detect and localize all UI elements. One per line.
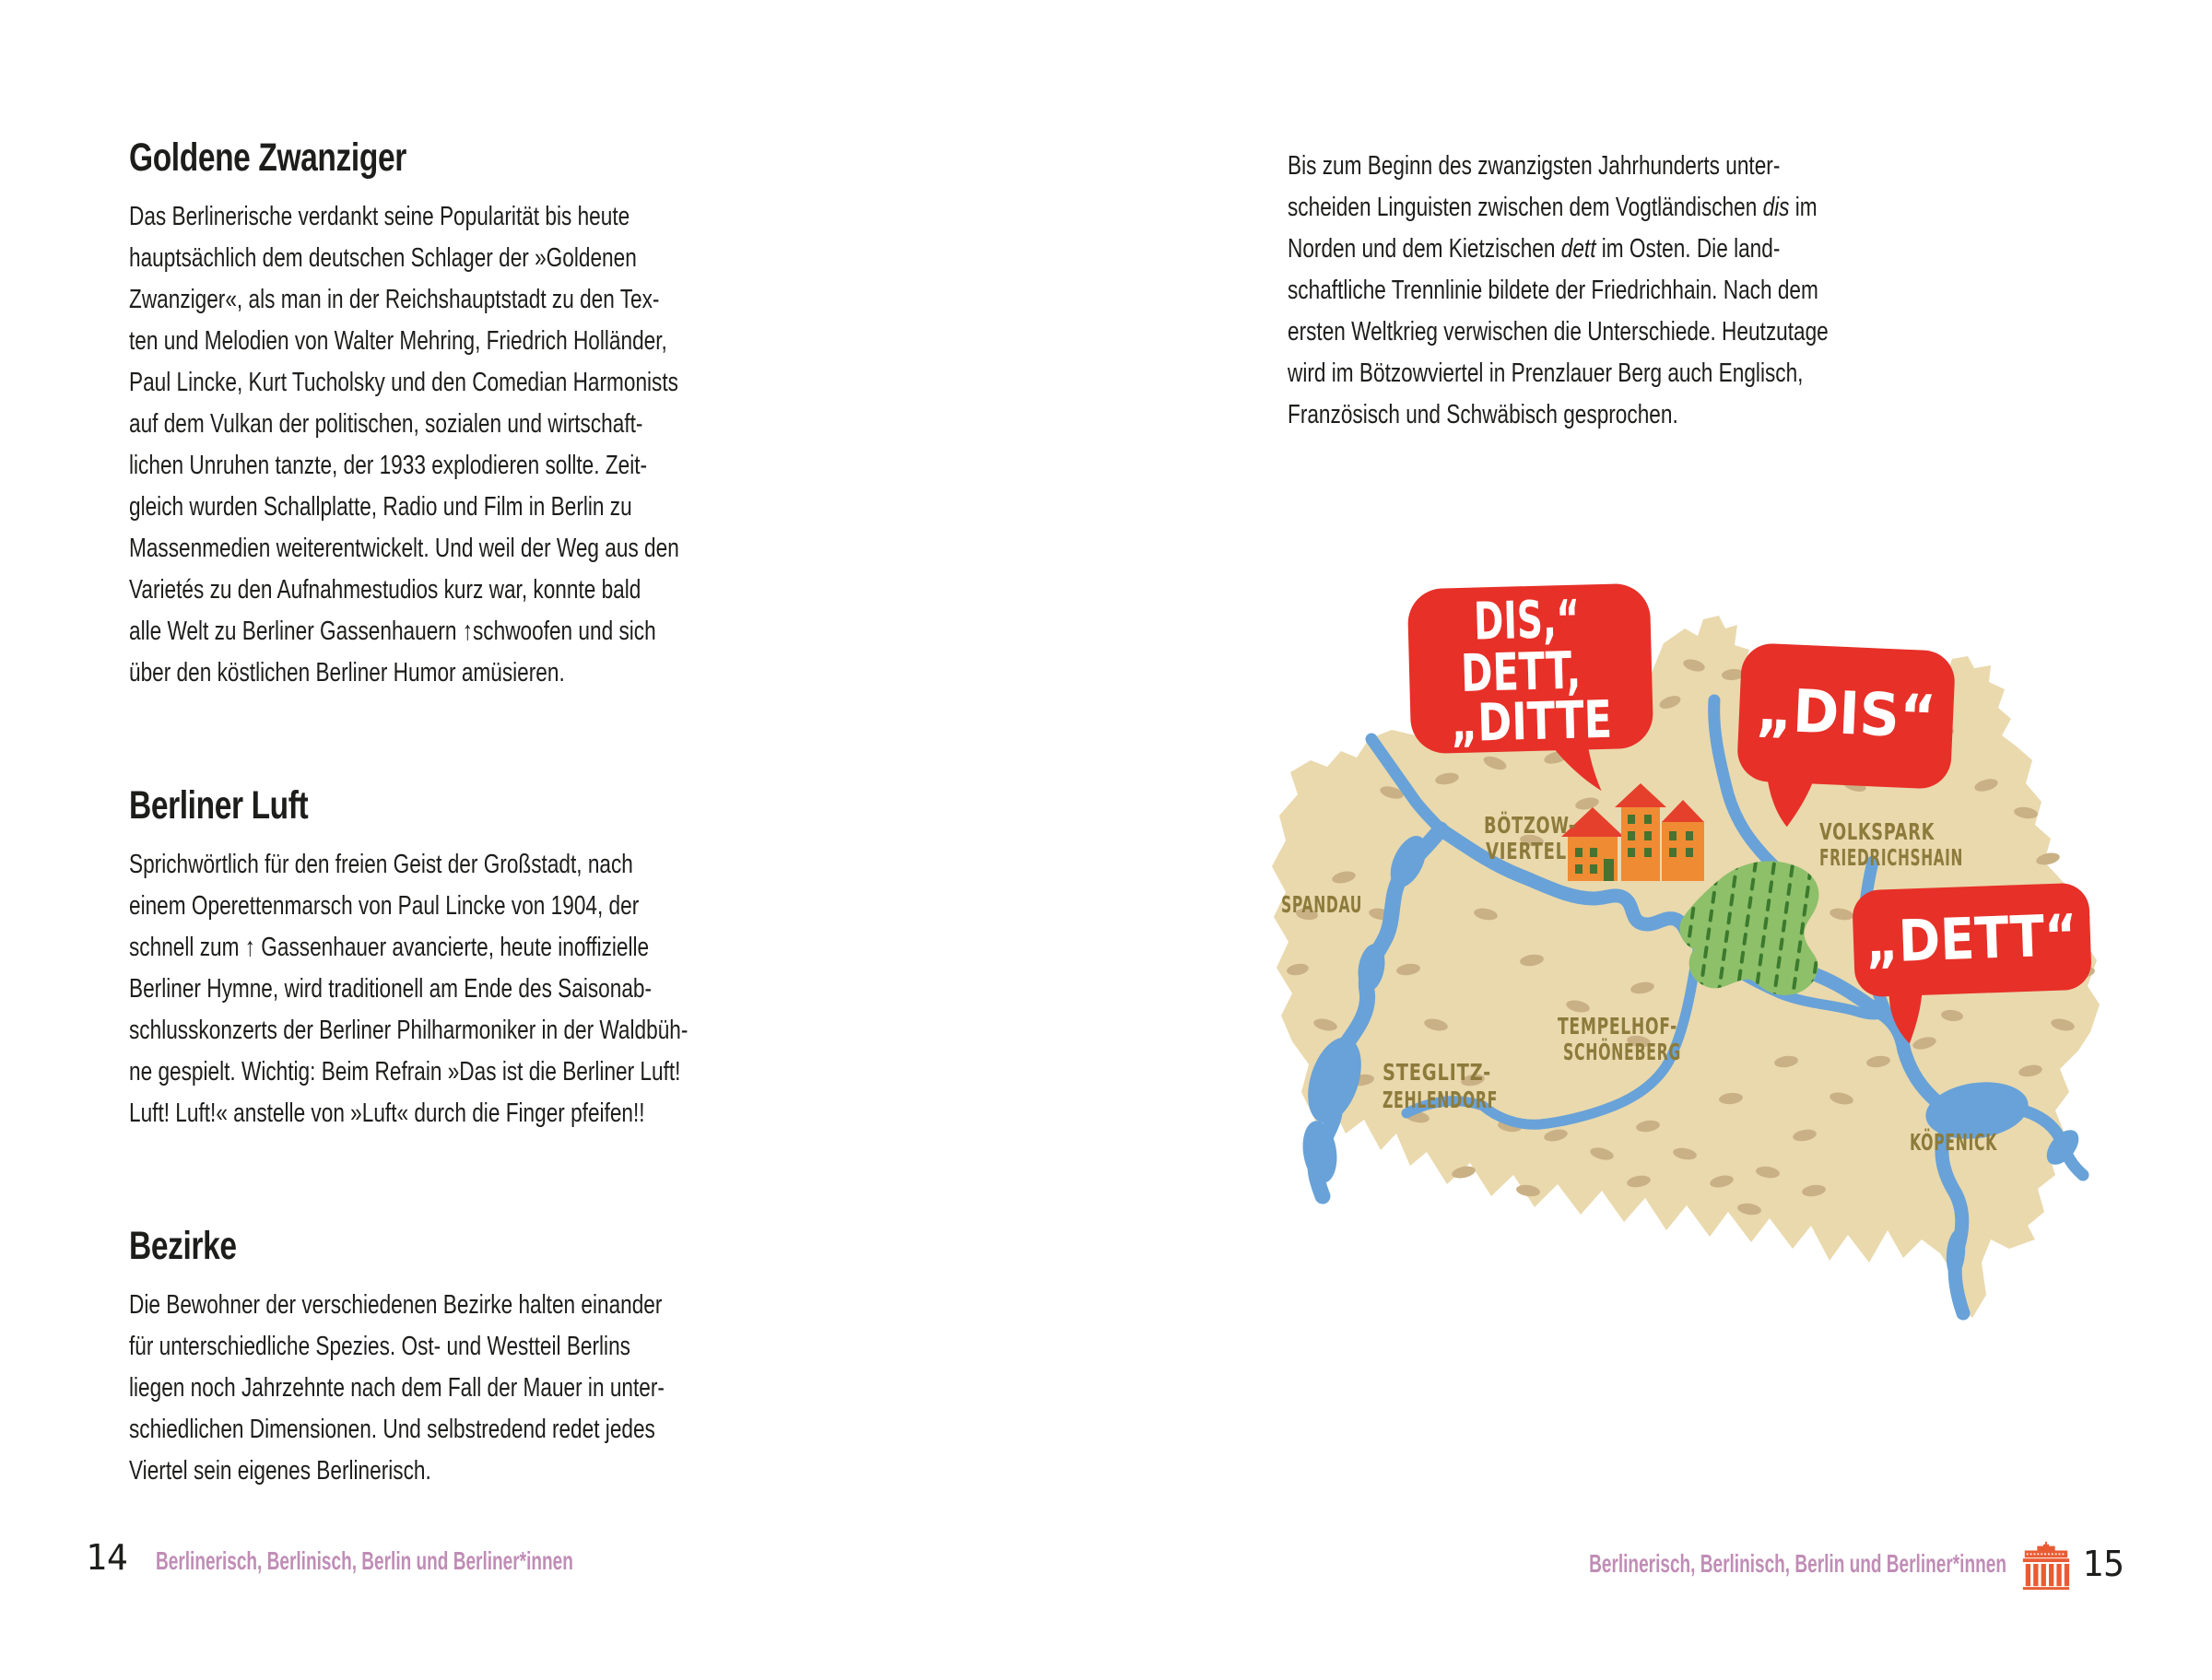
- bubble-dis-text: „DIS“: [1755, 676, 1949, 753]
- section-body-bezirke: Die Bewohner der verschiedenen Bezirke halten einander für unterschiedliche Spezies. Ost- und Westteil Berlins liegen noch Jahrzehnte nach dem Fall der Mauer in unter- schiedlichen Dimensionen. Und selbstredend redet jedes Viertel sein eigenes Berlinerisch.: [129, 1290, 665, 1486]
- right-page-footer: [1393, 1537, 2124, 1591]
- map-label-tempelhof-line2: SCHÖNEBERG: [1563, 1039, 1750, 1065]
- brandenburg-gate-icon: [2019, 1537, 2073, 1591]
- left-page-footer: [86, 1537, 770, 1578]
- bubble-dett-text: „DETT“: [1864, 899, 2108, 976]
- section-heading-bezirke: Bezirke: [129, 1224, 237, 1268]
- map-label-boetzow-line1: BÖTZOW-: [1484, 812, 1614, 839]
- page-number-left: 14: [86, 1537, 128, 1578]
- page-number-right: 15: [2082, 1544, 2124, 1584]
- map-label-steglitz-line1: STEGLITZ-: [1382, 1059, 1491, 1086]
- bubble-dis-dett-ditte-line3: „DITTE: [1450, 688, 1654, 755]
- map-label-spandau: SPANDAU: [1281, 891, 1362, 918]
- section-body-goldene-zwanziger: Das Berlinerische verdankt seine Popularität bis heute hauptsächlich dem deutschen Schlager der »Goldenen Zwanziger«, als man in der Reichshauptstadt zu den Tex- ten und Melodien von Walter Mehring, Friedrich Holländer, Paul Lincke, Kurt Tucholsky und den Comedian Harmonists auf dem Vulkan der politischen, sozialen und wirtschaft- lichen Unruhen tanzte, der 1933 explodieren sollte. Zeit- gleich wurden Schallplatte, Radio und Film in Berlin zu Massenmedien weiterentwickelt. Und weil der Weg aus den Varietés zu den Aufnahmestudios kurz war, konnte bald alle Welt zu Berliner Gassenhauern ↑schwoofen und sich über den köstlichen Berliner Humor amüsieren.: [129, 202, 679, 687]
- section-body-berliner-luft: Sprichwörtlich für den freien Geist der Großstadt, nach einem Operettenmarsch von Paul Lincke von 1904, der schnell zum ↑ Gassenhauer avancierte, heute inoffizielle Berliner Hymne, wird traditionell am Ende des Saisonab- schlusskonzerts der Berliner Philharmoniker in der Waldbüh- ne gespielt. Wichtig: Beim Refrain »Das ist die Berliner Luft! Luft! Luft!« anstelle von »Luft« durch die Finger pfeifen!!: [129, 850, 688, 1128]
- map-label-steglitz-line2: ZEHLENDORF: [1382, 1087, 1498, 1113]
- running-title-right: Berlinerisch, Berlinisch, Berlin und Berliner*innen: [1589, 1549, 2007, 1578]
- section-heading-berliner-luft: Berliner Luft: [129, 783, 309, 828]
- section-heading-goldene-zwanziger: Goldene Zwanziger: [129, 135, 406, 180]
- right-intro-paragraph: Bis zum Beginn des zwanzigsten Jahrhunderts unter- scheiden Linguisten zwischen dem Vogtländischen dis im Norden und dem Kietzischen dett im Osten. Die land- schaftliche Trennlinie bildete der Friedrichhain. Nach dem ersten Weltkrieg verwischen die Unterschiede. Heutzutage wird im Bötzowviertel in Prenzlauer Berg auch Englisch, Französisch und Schwäbisch gesprochen.: [1288, 151, 1829, 429]
- map-label-volkspark-line2: FRIEDRICHSHAIN: [1819, 844, 1963, 871]
- running-title-left: Berlinerisch, Berlinisch, Berlin und Berliner*innen: [155, 1546, 573, 1575]
- berlin-dialect-map-illustration: [1253, 396, 2212, 1447]
- map-label-volkspark-line1: VOLKSPARK: [1819, 818, 1936, 845]
- map-label-boetzow-line2: VIERTEL: [1486, 838, 1567, 864]
- bubble-dis-dett-ditte-line1: DIS,“: [1473, 588, 1628, 652]
- map-label-koepenick: KÖPENICK: [1910, 1129, 2049, 1156]
- right-page-column: [1288, 146, 1891, 436]
- left-page-column: [129, 134, 747, 1492]
- map-label-tempelhof-line1: TEMPELHOF-: [1558, 1013, 1677, 1040]
- bubble-dis-dett-ditte-line2: DETT,: [1460, 640, 1624, 704]
